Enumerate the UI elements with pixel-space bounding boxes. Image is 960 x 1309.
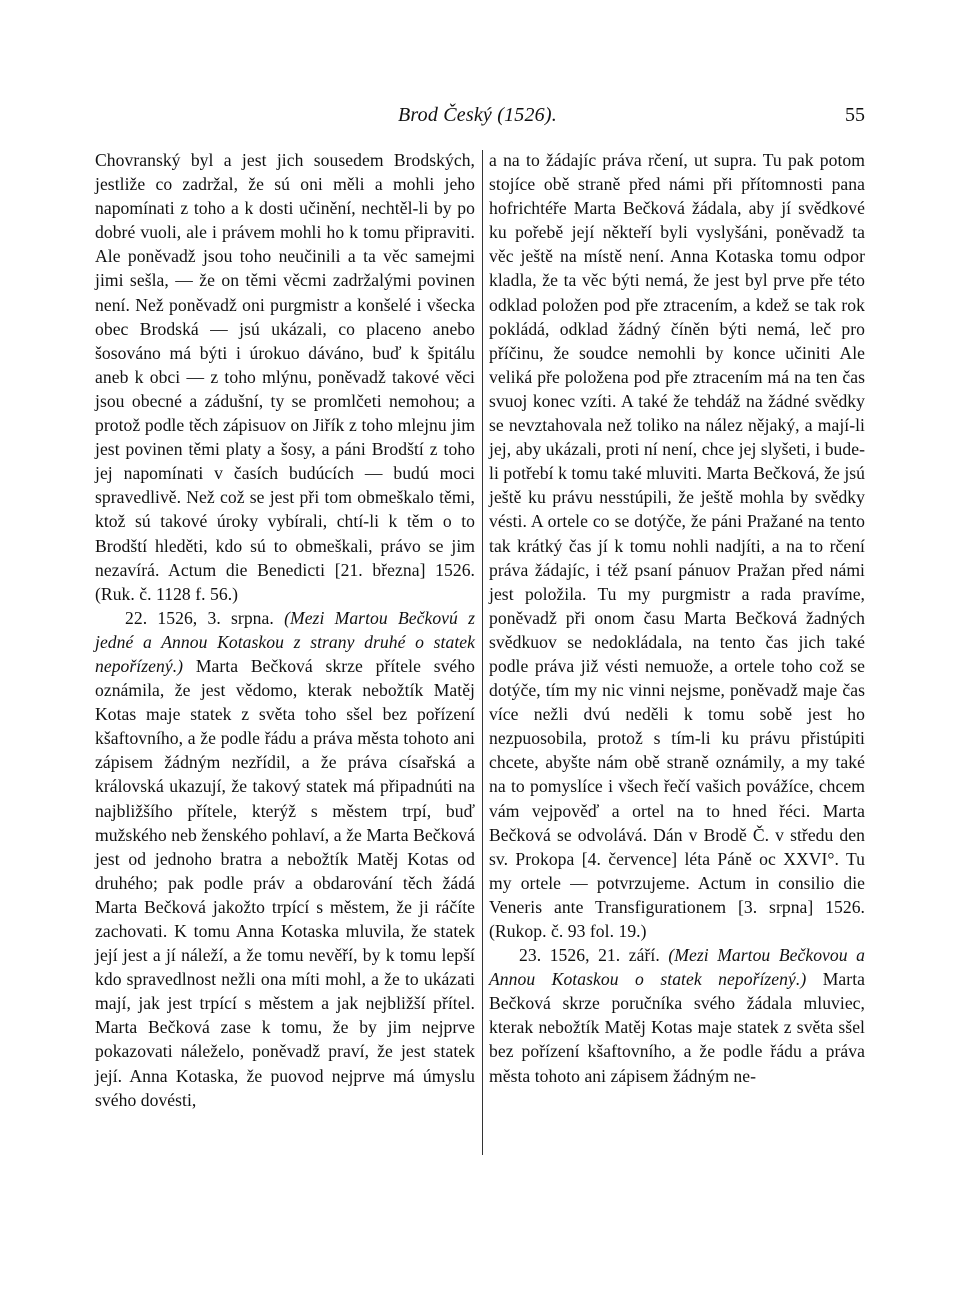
column-divider [482,150,483,1155]
entry-22 [95,606,475,1112]
entry-22-number: 22. [125,607,148,628]
right-paragraph-continuation: a na to žádajíc práva rčení, ut supra. Tu pak potom stojíce obě straně před námi při přítomnosti pana hofrichtéře Marta Bečková žádala, aby jí svědkové ku pořebě její někteří byli vyslyšáni, poněvadž ta věc ještě na místě není. Anna Kotaska tomu odpor kladla, že ta věc býti nemá, že jest byl prve pře této odklad položen pod pře ztracením, a kdež se tak rok pokládá, odklad žádný číněn býti nemá, leč pro příčinu, že soudce nemohli by konce učiniti Ale veliká pře položena pod pře ztracením má na ten čas svuoj konec vzíti. A také že tehdáž na žádné svědky se nevztahovala než toliko na nález nějaký, a mají-li jej, aby ukázali, proti ní není, chce jej slyšeti, i bude-li potřebí k tomu také mluviti. Marta Bečková, že jsú ještě ku právu nesstúpili, že ještě mohla by svědky vésti. A ortele co se dotýče, že páni Pražané na tento tak krátký čas jí k tomu nohli nadjíti, a na to rčení práva žádajíc, i též psaní pánuov Pražan před námi jest položila. Tu my purgmistr a rada pravíme, poněvadž při onom času Marta Bečková žadných svědkuov se nedokládala, na tento čas jich také podle práva již vésti nemuože, a ortele toho což se dotýče, tím my nic vinni nejsme, poněvadž maje čas více nežli dvú neděli k tomu sobě jest ho nezpuosobila, protož s tím-li ku právu přistúpiti chcete, abyšte nám obě straně oznámily, a my také na to pomyslíce i všech řečí vašich povážíce, chcem vám vejpověď a ortel na to hned řéci. Marta Bečková se odvolává. Dán v Brodě Č. v středu den sv. Prokopa [4. července] léta Páně oc XXVI°. Tu my ortele — potvrzujeme. Actum in consilio die Veneris ante Transfigurationem [3. srpna] 1526. (Rukop. č. 93 fol. 19.) [489,150,865,941]
left-column [95,148,475,1112]
right-column [489,148,865,1088]
left-paragraph-continuation: Chovranský byl a jest jich sousedem Brodských, jestliže co zadržal, že sú oni měli a mohli jeho napomínati z toho a k dosti učinění, nechtěl-li by po dobré vuoli, ale i právem mohli ho k tomu připraviti. Ale poněvadž jsou toho neučinili a ta věc samejmi jimi sešla, — že on těmi věcmi zadržalými povinen není. Než poněvadž oni purgmistr a konšelé i všecka obec Brodská — jsú ukázali, co placeno anebo šosováno má býti i úrokuo dáváno, buď k špitálu aneb k obci — z toho mlýnu, poněvadž takové věci jsou obecné a zádušní, ty se promlčeti nemohou; a protož podle těch zápisuov on Jiřík z toho mlejnu jim jest povinen těmi platy a šosy, a páni Brodští z toho jej napomínati v časích budúcích — budú moci spravedlivě. Než což se jest při tom obmeškalo těmi, ktož sú takové úroky vybírali, chtí-li k těm o to Brodští hleděti, kdo sú to obmeškali, právo se jim nezavírá. Actum die Benedicti [21. března] 1526. (Ruk. č. 1128 f. 56.) [95,150,475,604]
running-title: Brod Český (1526). [398,104,557,126]
entry-23-heading: (Mezi Martou Bečkovou a Annou Kotaskou o statek nepořízený.) [489,945,865,990]
entry-22-date: 1526, 3. srpna. [157,607,274,628]
entry-22-text: Marta Bečková skrze přítele svého oznámila, že jest vědomo, kterak nebožtík Matěj Kotas maje statek z světa toho sšel bez pořízení kšaftovního, a že podle řádu a práva města tohoto ani zápisem žádným nezřídil, a že práva císařská a královská ukazují, že takový statek má připadnúti na najbližšího přítele, kterýž s městem trpí, buď mužského neb ženského pohlaví, a že Marta Bečková jest od jednoho bratra a nebožtík Matěj Kotas od druhého; pak podle práv a obdarování těch žádá Marta Bečková jakožto trpící s městem, že ji ráčíte zachovati. K tomu Anna Kotaska mluvila, že statek její jest a jí náleží, a že tomu nevěří, by k tomu lepší kdo spravedlnost nežli ona míti mohl, a že to ukázati mají, jak jest trpící s městem a jak nejbližší přítel. Marta Bečková zase k tomu, že by jim nejprve pokazovati náleželo, poněvadž praví, že jest statek její. Anna Kotaska, že puovod nejprve má úmyslu svého dovésti, [95,655,475,1110]
page-header [0,104,960,134]
entry-23 [489,943,865,1088]
entry-22-heading: (Mezi Martou Bečkovú z jedné a Annou Kotaskou z strany druhé o statek nepořízený.) [95,607,476,676]
entry-23-text: Marta Bečková skrze poručníka svého žádala mluviec, kterak nebožtík Matěj Kotas maje statek z světa sšel bez pořízení kšaftovního, a že podle řádu a práva města tohoto ani zápisem žádným ne- [489,969,865,1086]
entry-23-number: 23. [519,945,542,966]
entry-23-date: 1526, 21. září. [549,945,660,966]
page-number: 55 [845,104,865,126]
